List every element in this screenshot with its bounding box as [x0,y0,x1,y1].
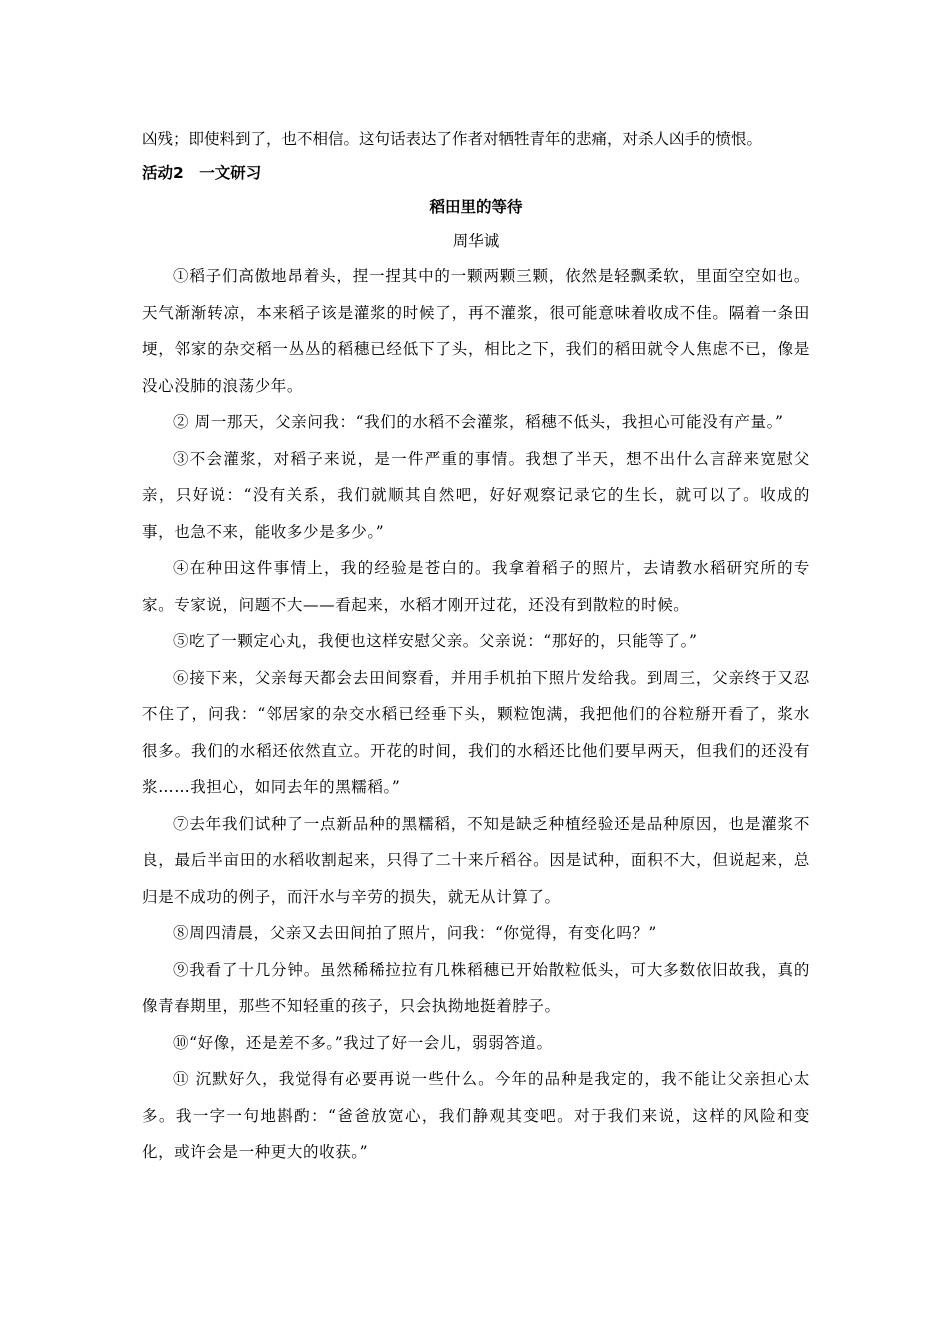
intro-line: 凶残；即使料到了，也不相信。这句话表达了作者对牺牲青年的悲痛，对杀人凶手的愤恨。 [142,130,763,148]
paragraph-5: ⑤吃了一颗定心丸，我便也这样安慰父亲。父亲说：“那好的，只能等了。” [173,632,698,650]
essay-paragraphs [142,258,810,1171]
paragraph-6: ⑥接下来，父亲每天都会去田间察看，并用手机拍下照片发给我。到周三，父亲终于又忍不住了，问我：“邻居家的杂交水稻已经垂下头，颗粒饱满，我把他们的谷粒掰开看了，浆水很多。我们的水稻还依然直立。开花的时间，我们的水稻还比他们要早两天，但我们的还没有浆……我担心，如同去年的黑糯稻。” [142,668,810,796]
paragraph-11: ⑪ 沉默好久，我觉得有必要再说一些什么。今年的品种是我定的，我不能让父亲担心太多。我一字一句地斟酌：“爸爸放宽心，我们静观其变吧。对于我们来说，这样的风险和变化，或许会是一种更大的收获。” [142,1070,810,1161]
essay-author: 周华诚 [452,232,500,250]
paragraph-4: ④在种田这件事情上，我的经验是苍白的。我拿着稻子的照片，去请教水稻研究所的专家。专家说，问题不大——看起来，水稻才刚开过花，还没有到散粒的时候。 [142,559,810,614]
paragraph-2: ② 周一那天，父亲问我：“我们的水稻不会灌浆，稻穗不低头，我担心可能没有产量。” [173,413,784,431]
paragraph-3: ③不会灌浆，对稻子来说，是一件严重的事情。我想了半天，想不出什么言辞来宽慰父亲，只好说：“没有关系，我们就顺其自然吧，好好观察记录它的生长，就可以了。收成的事，也急不来，能收多少是多少。” [142,449,810,541]
activity-heading: 活动2 一文研习 [142,164,262,182]
paragraph-9: ⑨我看了十几分钟。虽然稀稀拉拉有几株稻穗已开始散粒低头，可大多数依旧故我，真的像青春期里，那些不知轻重的孩子，只会执拗地挺着脖子。 [142,960,810,1015]
paragraph-7: ⑦去年我们试种了一点新品种的黑糯稻，不知是缺乏种植经验还是品种原因，也是灌浆不良，最后半亩田的水稻收割起来，只得了二十来斤稻谷。因是试种，面积不大，但说起来，总归是不成功的例子，而汗水与辛劳的损失，就无从计算了。 [142,814,810,906]
paragraph-8: ⑧周四清晨，父亲又去田间拍了照片，问我：“你觉得，有变化吗？” [173,924,657,942]
paragraph-1: ①稻子们高傲地昂着头，捏一捏其中的一颗两颗三颗，依然是轻飘柔软，里面空空如也。天气渐渐转凉，本来稻子该是灌浆的时候了，再不灌浆，很可能意味着收成不佳。隔着一条田埂，邻家的杂交稻一丛丛的稻穗已经低下了头，相比之下，我们的稻田就令人焦虑不已，像是没心没肺的浪荡少年。 [142,267,810,395]
essay-title: 稻田里的等待 [429,198,523,216]
document-body [142,122,810,1171]
paragraph-10: ⑩“好像，还是差不多。”我过了好一会儿，弱弱答道。 [173,1033,553,1052]
